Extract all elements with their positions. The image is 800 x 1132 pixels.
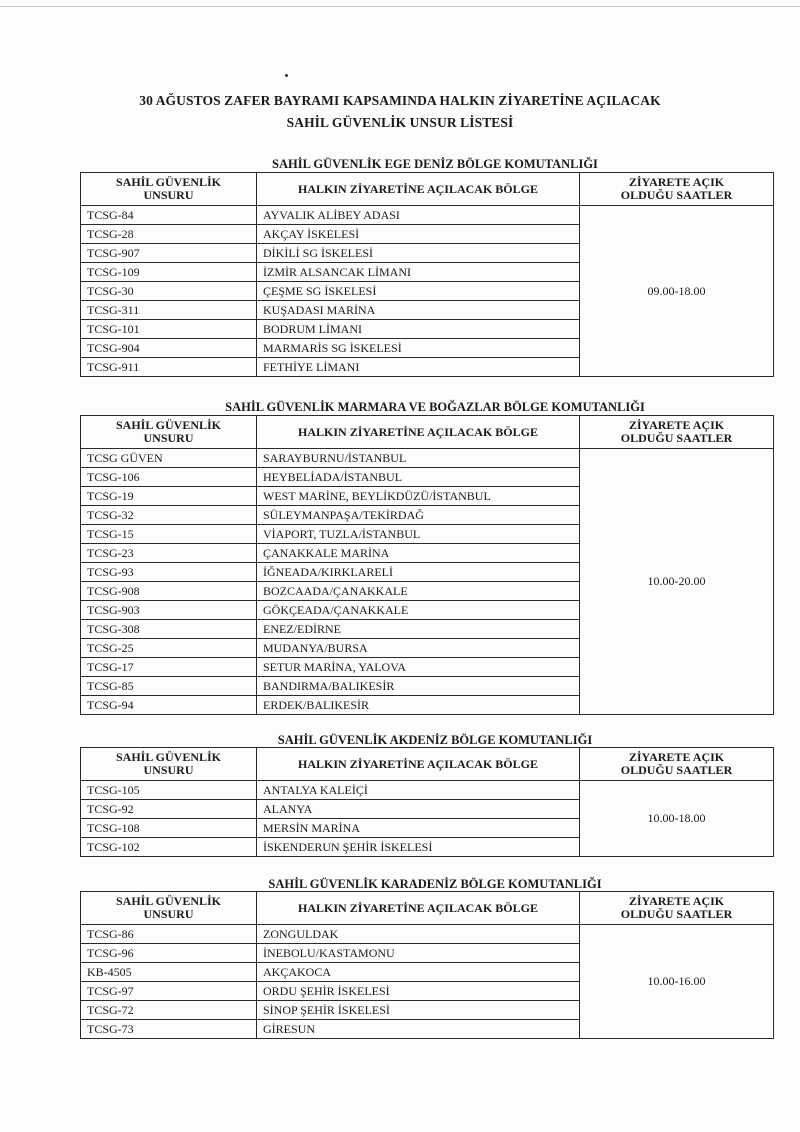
header-hours-line2: OLDUĞU SAATLER [620,907,733,921]
header-hours [580,173,774,206]
unit-cell: TCSG-108 [81,819,257,838]
header-region: HALKIN ZİYARETİNE AÇILACAK BÖLGE [257,748,580,781]
table-header-row [81,892,774,925]
region-cell: SETUR MARİNA, YALOVA [257,658,580,677]
header-unit [81,892,257,925]
header-unit [81,748,257,781]
unit-cell: TCSG-96 [81,944,257,963]
unit-cell: TCSG-25 [81,639,257,658]
unit-cell: TCSG-101 [81,320,257,339]
hours-cell: 10.00-16.00 [580,925,774,1039]
header-unit-line2: UNSURU [143,763,194,777]
region-cell: MERSİN MARİNA [257,819,580,838]
unit-cell: TCSG-904 [81,339,257,358]
header-region: HALKIN ZİYARETİNE AÇILACAK BÖLGE [257,892,580,925]
section-title: SAHİL GÜVENLİK EGE DENİZ BÖLGE KOMUTANLIĞI [272,157,598,171]
hours-cell: 09.00-18.00 [580,206,774,377]
region-cell: MUDANYA/BURSA [257,639,580,658]
unit-table [80,747,774,857]
unit-cell: TCSG-30 [81,282,257,301]
region-cell: ORDU ŞEHİR İSKELESİ [257,982,580,1001]
unit-cell: TCSG-15 [81,525,257,544]
unit-cell: TCSG-908 [81,582,257,601]
section-title: SAHİL GÜVENLİK AKDENİZ BÖLGE KOMUTANLIĞI [277,733,593,747]
region-cell: SÜLEYMANPAŞA/TEKİRDAĞ [257,506,580,525]
header-hours [580,416,774,449]
unit-cell: TCSG-19 [81,487,257,506]
header-hours [580,892,774,925]
hours-cell: 10.00-20.00 [580,449,774,715]
table-header-row [81,748,774,781]
header-unit-line1: SAHİL GÜVENLİK [115,175,222,189]
header-hours-line1: ZİYARETE AÇIK [628,894,725,908]
region-cell: KUŞADASI MARİNA [257,301,580,320]
region-cell: SİNOP ŞEHİR İSKELESİ [257,1001,580,1020]
header-unit-line2: UNSURU [143,188,194,202]
region-cell: WEST MARİNE, BEYLİKDÜZÜ/İSTANBUL [257,487,580,506]
header-unit-line1: SAHİL GÜVENLİK [115,750,222,764]
header-hours-line2: OLDUĞU SAATLER [620,763,733,777]
unit-cell: TCSG-102 [81,838,257,857]
unit-cell: TCSG-23 [81,544,257,563]
unit-cell: TCSG GÜVEN [81,449,257,468]
header-hours [580,748,774,781]
header-region: HALKIN ZİYARETİNE AÇILACAK BÖLGE [257,173,580,206]
header-hours-line2: OLDUĞU SAATLER [620,431,733,445]
region-cell: AYVALIK ALİBEY ADASI [257,206,580,225]
header-unit [81,416,257,449]
region-cell: İZMİR ALSANCAK LİMANI [257,263,580,282]
section-title: SAHİL GÜVENLİK KARADENİZ BÖLGE KOMUTANLIĞI [268,877,602,891]
region-cell: SARAYBURNU/İSTANBUL [257,449,580,468]
region-cell: HEYBELİADA/İSTANBUL [257,468,580,487]
region-cell: ZONGULDAK [257,925,580,944]
table-header-row [81,173,774,206]
unit-table [80,891,774,1039]
region-cell: AKÇAY İSKELESİ [257,225,580,244]
header-unit-line2: UNSURU [143,431,194,445]
region-cell: VİAPORT, TUZLA/İSTANBUL [257,525,580,544]
header-unit-line1: SAHİL GÜVENLİK [115,894,222,908]
unit-cell: KB-4505 [81,963,257,982]
header-hours-line1: ZİYARETE AÇIK [628,750,725,764]
region-cell: GÖKÇEADA/ÇANAKKALE [257,601,580,620]
document-title-line2: SAHİL GÜVENLİK UNSUR LİSTESİ [286,115,514,130]
region-cell: İNEBOLU/KASTAMONU [257,944,580,963]
unit-table [80,172,774,377]
unit-cell: TCSG-84 [81,206,257,225]
unit-cell: TCSG-911 [81,358,257,377]
unit-cell: TCSG-109 [81,263,257,282]
document-title-line1: 30 AĞUSTOS ZAFER BAYRAMI KAPSAMINDA HALKIN ZİYARETİNE AÇILACAK [139,93,661,108]
region-cell: FETHİYE LİMANI [257,358,580,377]
page-top-rule [0,6,800,7]
header-hours-line1: ZİYARETE AÇIK [628,175,725,189]
region-cell: BANDIRMA/BALIKESİR [257,677,580,696]
unit-cell: TCSG-17 [81,658,257,677]
unit-cell: TCSG-97 [81,982,257,1001]
unit-table [80,415,774,715]
table-row [81,925,774,944]
region-cell: AKÇAKOCA [257,963,580,982]
unit-cell: TCSG-72 [81,1001,257,1020]
unit-cell: TCSG-93 [81,563,257,582]
region-cell: İĞNEADA/KIRKLARELİ [257,563,580,582]
table-row [81,206,774,225]
region-cell: DİKİLİ SG İSKELESİ [257,244,580,263]
unit-cell: TCSG-903 [81,601,257,620]
header-unit-line1: SAHİL GÜVENLİK [115,418,222,432]
unit-cell: TCSG-85 [81,677,257,696]
region-cell: ÇANAKKALE MARİNA [257,544,580,563]
table-row [81,781,774,800]
hours-cell: 10.00-18.00 [580,781,774,857]
header-hours-line1: ZİYARETE AÇIK [628,418,725,432]
unit-cell: TCSG-311 [81,301,257,320]
table-header-row [81,416,774,449]
unit-cell: TCSG-73 [81,1020,257,1039]
region-cell: MARMARİS SG İSKELESİ [257,339,580,358]
unit-cell: TCSG-94 [81,696,257,715]
header-unit [81,173,257,206]
region-cell: ERDEK/BALIKESİR [257,696,580,715]
unit-cell: TCSG-28 [81,225,257,244]
unit-cell: TCSG-105 [81,781,257,800]
region-cell: ALANYA [257,800,580,819]
unit-cell: TCSG-32 [81,506,257,525]
header-unit-line2: UNSURU [143,907,194,921]
header-hours-line2: OLDUĞU SAATLER [620,188,733,202]
unit-cell: TCSG-907 [81,244,257,263]
region-cell: ÇEŞME SG İSKELESİ [257,282,580,301]
unit-cell: TCSG-106 [81,468,257,487]
region-cell: BOZCAADA/ÇANAKKALE [257,582,580,601]
unit-cell: TCSG-92 [81,800,257,819]
table-row [81,449,774,468]
section-title: SAHİL GÜVENLİK MARMARA VE BOĞAZLAR BÖLGE KOMUTANLIĞI [225,400,645,414]
region-cell: İSKENDERUN ŞEHİR İSKELESİ [257,838,580,857]
region-cell: ANTALYA KALEİÇİ [257,781,580,800]
region-cell: ENEZ/EDİRNE [257,620,580,639]
unit-cell: TCSG-86 [81,925,257,944]
scan-speck [285,74,288,77]
region-cell: BODRUM LİMANI [257,320,580,339]
unit-cell: TCSG-308 [81,620,257,639]
region-cell: GİRESUN [257,1020,580,1039]
header-region: HALKIN ZİYARETİNE AÇILACAK BÖLGE [257,416,580,449]
